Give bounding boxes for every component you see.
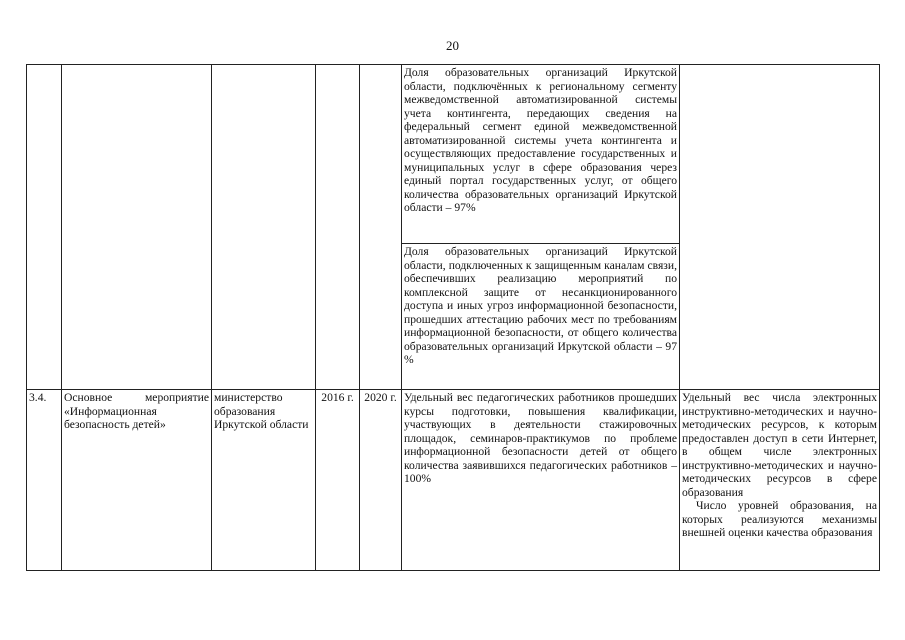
- table-row: [27, 390, 880, 571]
- cell-end-year-empty: [360, 65, 402, 390]
- cell-number-empty: [27, 65, 62, 390]
- cell-end-year: 2020 г.: [360, 390, 402, 571]
- cell-target-indicator-empty: [680, 65, 880, 390]
- program-table: [26, 64, 880, 571]
- cell-expected-result: Удельный вес педагогических работников прошедших курсы подготовки, повышения квалификации, участвующих в деятельности стажировочных площадок, семинаров-практикумов по проблеме информационной безопасности детей от общего количества заявившихся педагогических работников – 100%: [402, 390, 680, 571]
- cell-executor-empty: [212, 65, 316, 390]
- page-number: 20: [446, 38, 459, 53]
- target-indicator-2: Число уровней образования, на которых реализуются механизмы внешней оценки качества образования: [682, 499, 877, 539]
- cell-measure-number: 3.4.: [27, 390, 62, 571]
- cell-measure-empty: [62, 65, 212, 390]
- cell-measure-name: Основное мероприятие «Информационная безопасность детей»: [62, 390, 212, 571]
- cell-executor: министерство образования Иркутской области: [212, 390, 316, 571]
- cell-start-year-empty: [316, 65, 360, 390]
- table-row: [27, 65, 880, 244]
- target-indicator-1: Удельный вес числа электронных инструктивно-методических и научно-методических ресурсов, к которым предоставлен доступ в сети Интернет, в общем числе электронных инструктивно-методических и научно-методических ресурсов в сфере образования: [682, 391, 877, 499]
- cell-result-indicator-2: Доля образовательных организаций Иркутской области, подключенных к защищенным каналам связи, обеспечивших реализацию мероприятий по комплексной защите от несанкционированного доступа и иных угроз информационной безопасности, прошедших аттестацию рабочих мест по требованиям информационной безопасности, от общего количества образовательных организаций Иркутской области – 97 %: [402, 244, 680, 390]
- cell-start-year: 2016 г.: [316, 390, 360, 571]
- cell-target-indicators: [680, 390, 880, 571]
- cell-result-indicator-1: Доля образовательных организаций Иркутской области, подключённых к региональному сегменту межведомственной автоматизированной системы учета контингента, передающих сведения на федеральный сегмент единой межведомственной автоматизированной системы учета контингента и осуществляющих предоставление государственных и муниципальных услуг в сфере образования через единый портал государственных услуг, от общего количества образовательных организаций Иркутской области – 97%: [402, 65, 680, 244]
